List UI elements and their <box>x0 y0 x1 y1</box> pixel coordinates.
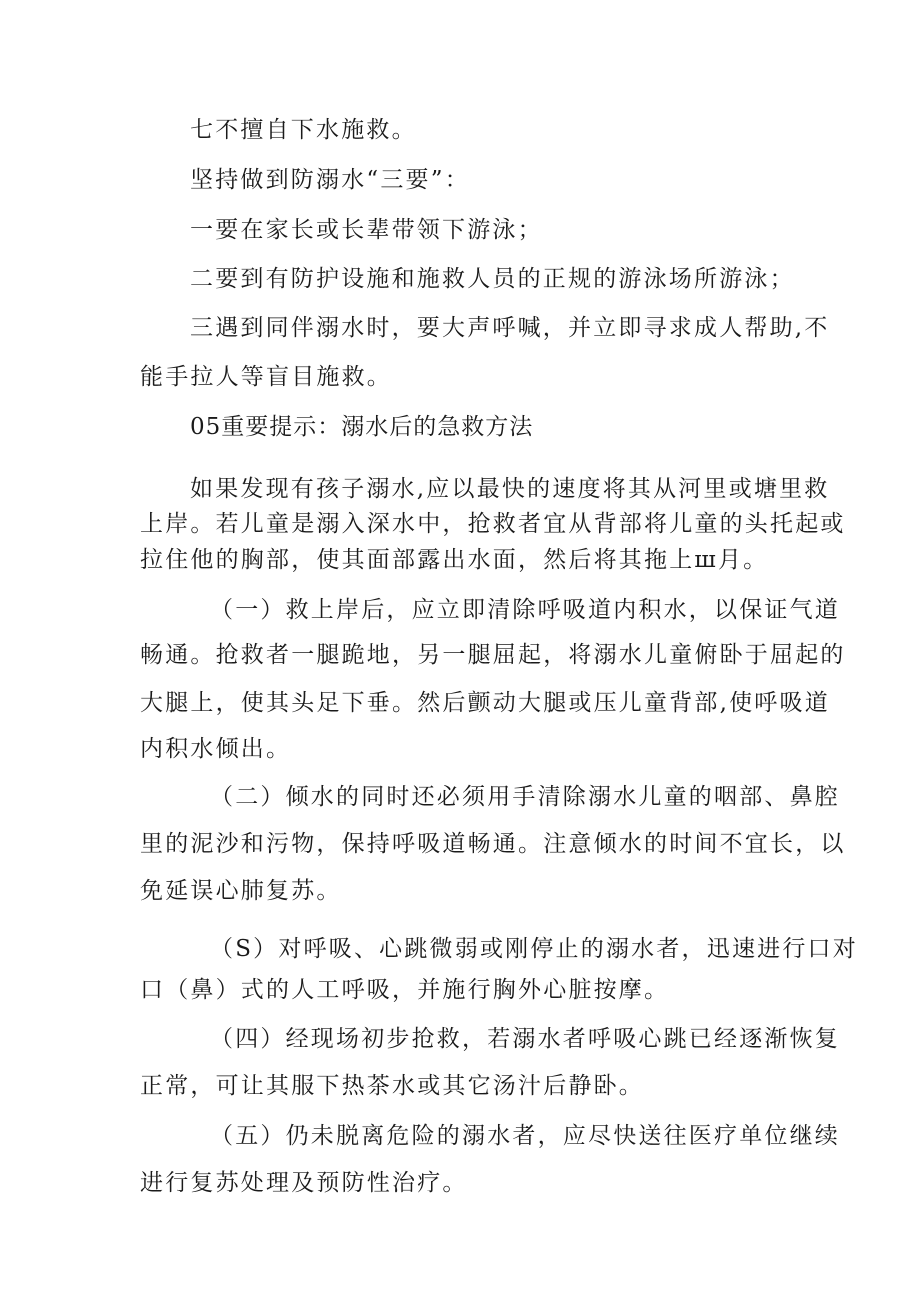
line-8: 如果发现有孩子溺水,应以最快的速度将其从河里或塘里救 <box>190 476 830 502</box>
line-6: 能手拉人等盲目施救。 <box>140 364 392 390</box>
line-23: 进行复苏处理及预防性治疗。 <box>140 1170 468 1196</box>
line-11: （一）救上岸后，应立即清除呼吸道内积水，以保证气道 <box>210 597 840 623</box>
line-10: 拉住他的胸部，使其面部露出水面，然后将其拖上ш月。 <box>140 547 769 573</box>
line-17: 免延误心肺复苏。 <box>140 878 342 904</box>
line-21: 正常，可让其服下热茶水或其它汤汁后静卧。 <box>140 1073 644 1099</box>
line-2: 坚持做到防溺水“三要”： <box>190 167 470 193</box>
line-16: 里的泥沙和污物，保持呼吸道畅通。注意倾水的时间不宜长，以 <box>140 831 846 857</box>
line-18: （S）对呼吸、心跳微弱或刚停止的溺水者，迅速进行口对 <box>210 936 858 962</box>
line-3: 一要在家长或长辈带领下游泳； <box>190 217 543 243</box>
line-19: 口（鼻）式的人工呼吸，并施行胸外心脏按摩。 <box>140 977 670 1003</box>
line-9: 上岸。若儿童是溺入深水中，抢救者宜从背部将儿童的头托起或 <box>140 511 846 537</box>
line-22: （五）仍未脱离危险的溺水者，应尽快送往医疗单位继续 <box>210 1123 840 1149</box>
line-12: 畅通。抢救者一腿跪地，另一腿屈起，将溺水儿童俯卧于屈起的 <box>140 642 846 668</box>
section-heading: 05重要提示：溺水后的急救方法 <box>190 414 534 440</box>
line-5: 三遇到同伴溺水时，要大声呼喊，并立即寻求成人帮助,不 <box>190 315 830 341</box>
line-14: 内积水倾出。 <box>140 736 292 762</box>
line-13: 大腿上，使其头足下垂。然后颤动大腿或压儿童背部,使呼吸道 <box>140 690 830 716</box>
line-20: （四）经现场初步抢救，若溺水者呼吸心跳已经逐渐恢复 <box>210 1026 840 1052</box>
line-4: 二要到有防护设施和施救人员的正规的游泳场所游泳； <box>190 266 795 292</box>
line-1: 七不擅自下水施救。 <box>190 117 417 143</box>
line-15: （二）倾水的同时还必须用手清除溺水儿童的咽部、鼻腔 <box>210 784 840 810</box>
